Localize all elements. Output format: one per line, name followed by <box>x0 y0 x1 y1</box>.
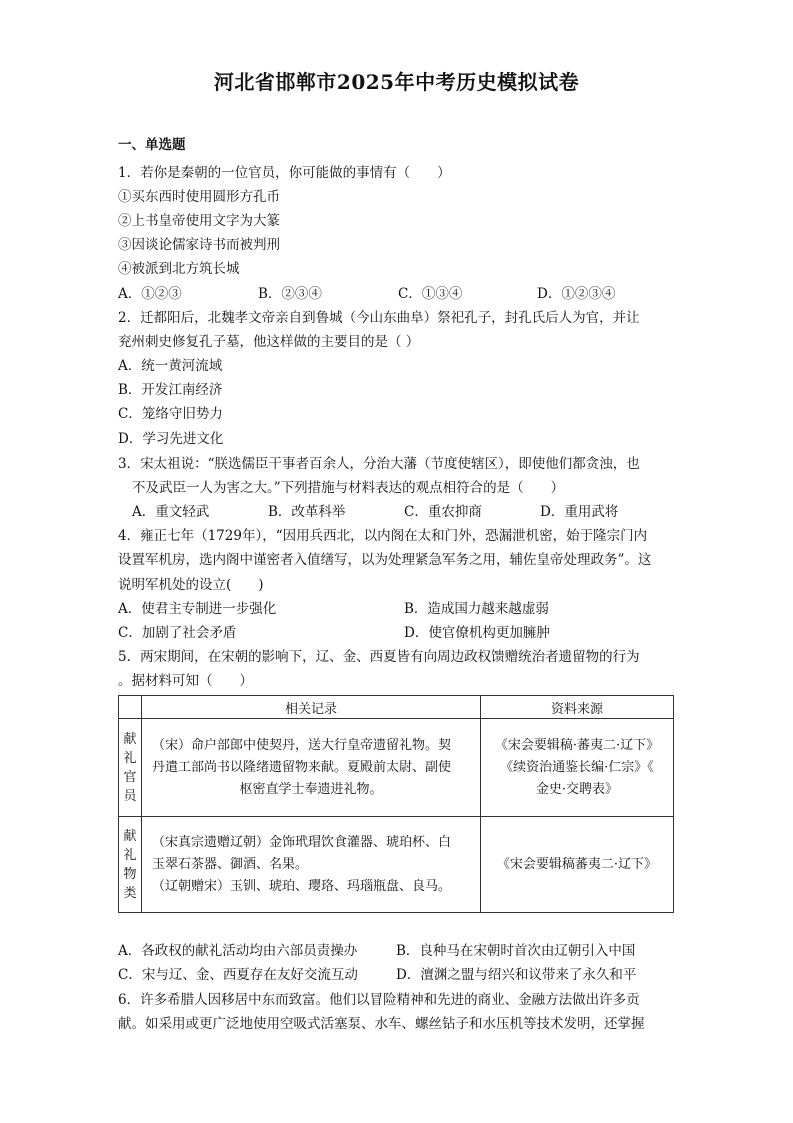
q1-option-c[interactable]: C．①③④ <box>398 286 463 302</box>
q5-stem-line-1: 5．两宋期间，在宋朝的影响下，辽、金、西夏皆有向周边政权馈赠统治者遗留物的行为 <box>118 649 640 665</box>
q1-item-4: ④被派到北方筑长城 <box>118 261 240 277</box>
q3-option-c[interactable]: C．重农抑商 <box>404 504 482 520</box>
q1-option-b[interactable]: B．②③④ <box>258 286 322 302</box>
table-row <box>119 817 674 913</box>
q4-option-c[interactable]: C．加剧了社会矛盾 <box>118 625 237 641</box>
q2-option-a[interactable]: A．统一黄河流域 <box>118 358 223 374</box>
table-header-record: 相关记录 <box>142 696 481 719</box>
q6-stem-line-1: 6．许多希腊人因移居中东而致富。他们以冒险精神和先进的商业、金融方法做出许多贡 <box>118 992 640 1008</box>
q1-stem: 1．若你是秦朝的一位官员，你可能做的事情有（ ） <box>118 165 451 181</box>
q6-stem-line-2: 献。如采用或更广泛地使用空吸式活塞泵、水车、螺丝钻子和水压机等技术发明，还掌握 <box>118 1016 645 1032</box>
q1-item-3: ③因谈论儒家诗书而被判刑 <box>118 237 280 253</box>
q3-stem-line-2: 不及武臣一人为害之大。”下列措施与材料表达的观点相符合的是（ ） <box>132 480 565 496</box>
q4-stem-line-3: 说明军机处的设立( ) <box>118 577 264 593</box>
q5-source-table <box>118 695 674 913</box>
q3-option-d[interactable]: D．重用武将 <box>540 504 619 520</box>
q4-option-b[interactable]: B．造成国力越来越虚弱 <box>404 601 549 617</box>
section-heading: 一、单选题 <box>118 137 186 153</box>
table-header-source: 资料来源 <box>481 696 674 719</box>
row-label: 献 礼 官 员 <box>119 719 142 817</box>
q5-option-c[interactable]: C．宋与辽、金、西夏存在友好交流互动 <box>118 967 358 983</box>
q5-option-d[interactable]: D．澶渊之盟与绍兴和议带来了永久和平 <box>396 967 637 983</box>
q5-option-b[interactable]: B．良种马在宋朝时首次由辽朝引入中国 <box>396 943 636 959</box>
record-cell: （宋）命户部郎中使契丹，送大行皇帝遗留礼物。契 丹遣工部尚书以隆绪遗留物来献。夏殿前太尉、副使 枢密直学士奉遗进礼物。 <box>142 719 481 817</box>
q3-stem-line-1: 3．宋太祖说：“朕选儒臣干事者百余人，分治大藩（节度使辖区），即使他们都贪浊，也 <box>118 456 640 472</box>
page-title: 河北省邯郸市2025年中考历史模拟试卷 <box>213 70 580 94</box>
row-label: 献 礼 物 类 <box>119 817 142 913</box>
q4-stem-line-2: 设置军机房，选内阁中谨密者入值缮写，以为处理紧急军务之用，辅佐皇帝处理政务”。这 <box>118 552 652 568</box>
table-row <box>119 719 674 817</box>
source-cell: 《宋会要辑稿·蕃夷二·辽下》 《续资治通鉴长编·仁宗》《 金史·交聘表》 <box>481 719 674 817</box>
q5-option-a[interactable]: A．各政权的献礼活动均由六部员责操办 <box>118 943 358 959</box>
q4-option-a[interactable]: A．使君主专制进一步强化 <box>118 601 277 617</box>
q1-option-d[interactable]: D．①②③④ <box>537 286 616 302</box>
q4-stem-line-1: 4．雍正七年（1729年），“因用兵西北，以内阁在太和门外，恐漏泄机密，始于隆宗门内 <box>118 528 648 544</box>
q4-option-d[interactable]: D．使官僚机构更加臃肿 <box>404 625 550 641</box>
q1-option-a[interactable]: A．①②③ <box>118 286 182 302</box>
record-cell: （宋真宗遗赠辽朝）金饰玳瑁饮食灌器、琥珀杯、白 玉翠石茶器、御酒、名果。 （辽朝赠宋）玉钏、琥珀、璎珞、玛瑙瓶盘、良马。 <box>142 817 481 913</box>
q2-stem-line-2: 兖州刺史修复孔子墓，他这样做的主要目的是（ ） <box>118 334 420 350</box>
q2-option-c[interactable]: C．笼络守旧势力 <box>118 406 223 422</box>
q2-option-b[interactable]: B．开发江南经济 <box>118 382 223 398</box>
q1-item-1: ①买东西时使用圆形方孔币 <box>118 189 280 205</box>
q1-item-2: ②上书皇帝使用文字为大篆 <box>118 213 280 229</box>
source-cell: 《宋会要辑稿蕃夷二·辽下》 <box>481 817 674 913</box>
q2-option-d[interactable]: D．学习先进文化 <box>118 431 224 447</box>
q2-stem-line-1: 2．迁都阳后，北魏孝文帝亲自到鲁城（今山东曲阜）祭祀孔子，封孔氏后人为官，并让 <box>118 310 640 326</box>
q5-stem-line-2: 。据材料可知（ ） <box>118 673 253 689</box>
table-corner <box>119 696 142 719</box>
q3-option-b[interactable]: B．改革科举 <box>268 504 346 520</box>
q3-option-a[interactable]: A．重文轻武 <box>132 504 210 520</box>
